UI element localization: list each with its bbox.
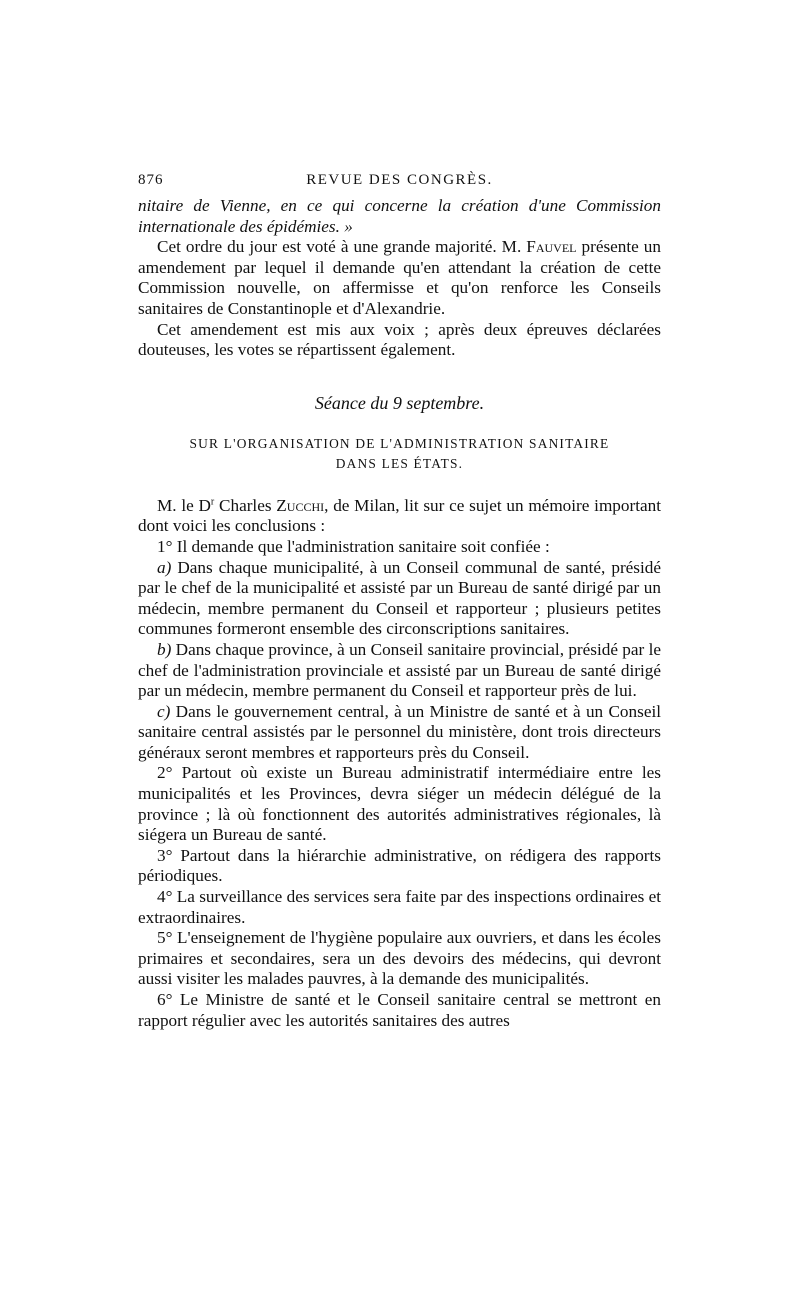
point-1c-text: Dans le gouvernement central, à un Ministre de santé et à un Conseil sanitaire central assistés par le personnel du ministère, dont trois directeurs généraux seront membres et rapporteurs près du Conseil. [138,701,661,762]
conclusion-point-6: 6° Le Ministre de santé et le Conseil sanitaire central se mettront en rapport régulier avec les autorités sanitaires des autres [138,990,661,1030]
session-title: Séance du 9 septembre. [314,392,485,413]
point-1b-text: Dans chaque province, à un Conseil sanitaire provincial, présidé par le chef de l'administration provinciale et assisté par un Bureau de santé dirigé par un médecin, membre permanent du Conseil et rapporteur près de lui. [138,639,661,701]
conclusion-point-1a [138,558,661,640]
doctor-abbrev-sup: r [210,496,215,508]
conclusion-point-2: 2° Partout où existe un Bureau administratif intermédiaire entre les municipalités et les Provinces, devra siéger un médecin délégué de la province ; là où fonctionnent des autorités administratives régionales, là siégera un Bureau de santé. [138,763,661,845]
section-heading [138,434,661,474]
running-title: REVUE DES CONGRÈS. [306,172,493,188]
conclusion-point-1b [138,640,661,702]
opening-text-after: , de Milan, lit sur ce sujet un mémoire important dont voici les conclusions : [138,495,661,536]
running-head [138,172,661,196]
speaker-name-zucchi: Zucchi [276,495,325,515]
conclusion-point-5: 5° L'enseignement de l'hygiène populaire aux ouvriers, et dans les écoles primaires et secondaires, sera un des devoirs des médecins, qui devront aussi visiter les malades pauvres, à la demande des municipalités. [138,928,661,989]
opening-text-mid: Charles [214,495,277,515]
amendment-paragraph: Cet amendement est mis aux voix ; après deux épreuves déclarées douteuses, les votes se répartissent également. [138,319,661,360]
point-1a-label: a) [157,557,172,577]
section-heading-line-2: DANS LES ÉTATS. [335,455,464,471]
point-1a-text: Dans chaque municipalité, à un Conseil communal de santé, présidé par le chef de la municipalité et assisté par un Bureau de santé dirigé par un médecin, membre permanent du Conseil et rapporteur ; plusieurs petites communes formeront ensemble des circonscriptions sanitaires. [138,557,661,639]
opening-text-before: M. le D [157,495,211,515]
opening-paragraph [138,496,661,537]
vote-text-after: présente un amendement par lequel il demande qu'en attendant la création de cette Commission nouvelle, on affermisse et qu'on renforce les Conseils sanitaires de Constantinople et d'Alexandrie. [138,237,661,318]
continuation-paragraph: nitaire de Vienne, en ce qui concerne la création d'une Commission internationale des épidémies. » [138,196,661,236]
conclusion-point-1: 1° Il demande que l'administration sanitaire soit confiée : [157,536,550,556]
section-heading-line-1: SUR L'ORGANISATION DE L'ADMINISTRATION SANITAIRE [189,435,610,451]
speaker-name-fauvel: Fauvel [526,237,577,257]
conclusion-point-1c [138,702,661,764]
conclusion-point-4: 4° La surveillance des services sera faite par des inspections ordinaires et extraordinaires. [138,887,661,927]
vote-paragraph [138,237,661,319]
page-number: 876 [138,172,164,188]
vote-text-before: Cet ordre du jour est voté à une grande majorité. M. [157,237,527,257]
point-1b-label: b) [157,639,172,659]
conclusion-point-3: 3° Partout dans la hiérarchie administrative, on rédigera des rapports périodiques. [138,845,661,886]
document-page [138,172,661,1031]
point-1c-label: c) [157,701,171,721]
